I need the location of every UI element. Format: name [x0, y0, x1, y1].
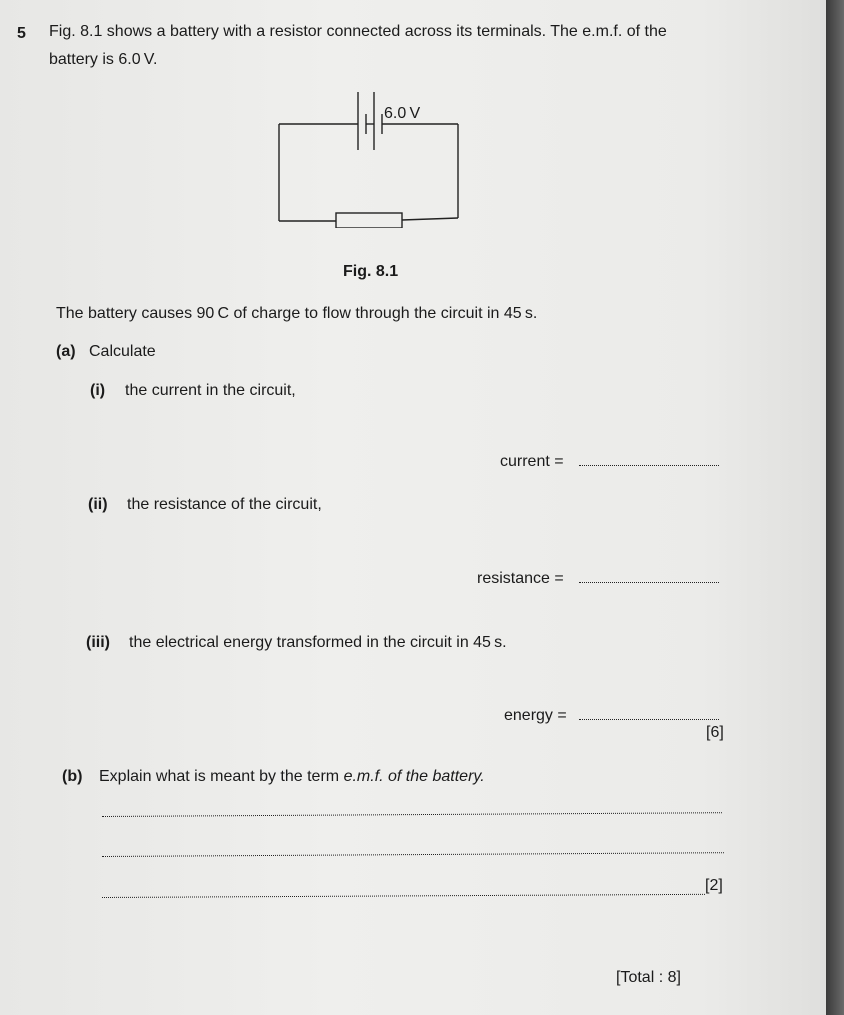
part-a-label: (a) — [56, 343, 76, 360]
energy-answer-line[interactable] — [579, 719, 719, 720]
question-stem: The battery causes 90 C of charge to flow through the circuit in 45 s. — [56, 305, 538, 322]
energy-answer-label: energy = — [504, 707, 567, 724]
resistance-answer-line[interactable] — [579, 582, 719, 583]
part-a-text: Calculate — [89, 343, 156, 360]
question-intro-line-1: Fig. 8.1 shows a battery with a resistor connected across its terminals. The e.m.f. of the — [49, 23, 667, 40]
circuit-diagram — [270, 88, 470, 228]
figure-caption: Fig. 8.1 — [343, 263, 399, 280]
total-marks: [Total : 8] — [616, 969, 681, 986]
resistance-answer-label: resistance = — [477, 570, 564, 587]
part-a-iii-text: the electrical energy transformed in the circuit in 45 s. — [129, 634, 507, 651]
part-b-text — [99, 767, 485, 787]
page-edge-shadow — [826, 0, 844, 1015]
question-intro-line-2: battery is 6.0 V. — [49, 51, 158, 68]
current-answer-label: current = — [500, 453, 564, 470]
part-b-answer-line-1[interactable] — [102, 812, 722, 817]
part-b-emf-term: e.m.f. of the battery. — [343, 768, 485, 785]
part-a-ii-label: (ii) — [88, 496, 108, 513]
wire-bottom-right — [402, 218, 458, 220]
part-a-ii-text: the resistance of the circuit, — [127, 496, 322, 513]
part-a-i-text: the current in the circuit, — [125, 382, 296, 399]
resistor — [336, 213, 402, 228]
part-a-iii-label: (iii) — [86, 634, 110, 651]
part-b-answer-line-2[interactable] — [102, 852, 724, 857]
question-number: 5 — [17, 25, 26, 42]
part-b-answer-line-3[interactable] — [102, 894, 705, 898]
battery-emf-label: 6.0 V — [384, 105, 421, 122]
part-a-i-label: (i) — [90, 382, 106, 399]
part-b-text-start: Explain what is meant by the term — [99, 768, 344, 785]
current-answer-line[interactable] — [579, 465, 719, 466]
part-a-marks: [6] — [706, 724, 724, 741]
part-b-marks: [2] — [705, 877, 723, 894]
part-b-label: (b) — [62, 768, 83, 785]
